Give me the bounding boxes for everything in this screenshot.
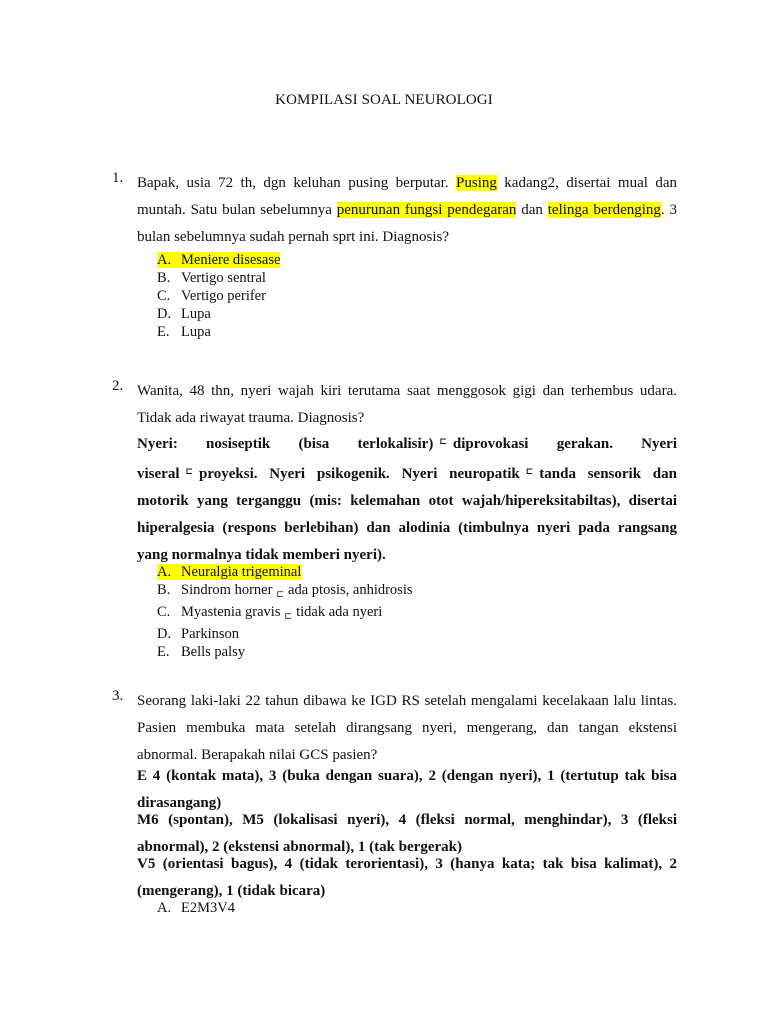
option-text: Vertigo sentral bbox=[181, 270, 266, 286]
option-b bbox=[157, 269, 677, 287]
option-a bbox=[157, 251, 677, 269]
question-text bbox=[137, 170, 677, 251]
answer-options bbox=[157, 251, 677, 341]
option-text: Lupa bbox=[181, 324, 211, 340]
question-number: 1. bbox=[112, 170, 124, 186]
arrow-symbol: ⊏ bbox=[284, 611, 293, 621]
question-text: Wanita, 48 thn, nyeri wajah kiri terutama saat menggosok gigi dan terhembus udara. Tidak ada riwayat trauma. Diagnosis? bbox=[137, 383, 677, 426]
answer-options bbox=[157, 563, 677, 661]
text-run: Nyeri: nosiseptik (bisa terlokalisir) bbox=[137, 436, 434, 452]
question-number: 2. bbox=[112, 378, 124, 394]
text-run: . 3 bulan sebelumnya sudah pernah sprt ini. Diagnosis? bbox=[137, 202, 678, 245]
option-a bbox=[157, 563, 677, 581]
text-run: diprovokasi gerakan. Nyeri viseral bbox=[137, 436, 677, 482]
option-text: Vertigo perifer bbox=[181, 288, 266, 304]
option-letter: B. bbox=[157, 582, 171, 598]
option-text: Meniere disesase bbox=[181, 252, 281, 268]
gcs-motor-text: M6 (spontan), M5 (lokalisasi nyeri), 4 (fleksi normal, menghindar), 3 (fleksi abnormal), 2 (ekstensi abnormal), 1 (tak bergerak) bbox=[137, 812, 677, 855]
option-letter: C. bbox=[157, 288, 171, 304]
question-2 bbox=[113, 378, 677, 661]
option-text: Lupa bbox=[181, 306, 211, 322]
option-letter: C. bbox=[157, 604, 171, 620]
option-text: Myastenia gravis bbox=[181, 604, 281, 620]
text-run: proyeksi. Nyeri psikogenik. Nyeri neuropatik bbox=[199, 466, 520, 482]
gcs-verbal-text: V5 (orientasi bagus), 4 (tidak terorientasi), 3 (hanya kata; tak bisa kalimat), 2 (mengerang), 1 (tidak bicara) bbox=[137, 856, 677, 899]
question-3 bbox=[113, 688, 677, 917]
option-letter: D. bbox=[157, 626, 172, 642]
option-letter: E. bbox=[157, 324, 170, 340]
text-run: tanda sensorik dan motorik yang terganggu (mis: kelemahan otot wajah/hipereksitabiltas), disertai hiperalgesia (respons berlebihan) dan alodinia (timbulnya nyeri pada rangsang yang normalnya tidak memberi nyeri). bbox=[137, 466, 677, 563]
option-text: tidak ada nyeri bbox=[296, 604, 383, 620]
option-c bbox=[157, 603, 677, 625]
option-d bbox=[157, 305, 677, 323]
option-e bbox=[157, 643, 677, 661]
option-text: Parkinson bbox=[181, 626, 239, 642]
option-letter: D. bbox=[157, 306, 172, 322]
question-number: 3. bbox=[112, 688, 124, 704]
document-title: KOMPILASI SOAL NEUROLOGI bbox=[275, 92, 493, 108]
highlighted-text: Pusing bbox=[456, 175, 497, 191]
gcs-eye-text: E 4 (kontak mata), 3 (buka dengan suara), 2 (dengan nyeri), 1 (tertutup tak bisa dirasangang) bbox=[137, 768, 677, 811]
option-b bbox=[157, 581, 677, 603]
option-e bbox=[157, 323, 677, 341]
option-letter: B. bbox=[157, 270, 171, 286]
option-letter: A. bbox=[157, 564, 172, 580]
highlighted-text: penurunan fungsi pendegaran bbox=[336, 202, 517, 218]
option-text: Sindrom horner bbox=[181, 582, 273, 598]
option-letter: A. bbox=[157, 252, 172, 268]
arrow-symbol: ⊏ bbox=[276, 589, 285, 599]
option-letter: A. bbox=[157, 900, 172, 916]
option-text: ada ptosis, anhidrosis bbox=[288, 582, 413, 598]
question-text: Seorang laki-laki 22 tahun dibawa ke IGD RS setelah mengalami kecelakaan lalu lintas. Pasien membuka mata setelah dirangsang nyeri, mengerang, dan tangan ekstensi abnormal. Berapakah nilai GCS pasien? bbox=[137, 693, 677, 763]
text-run: Bapak, usia 72 th, dgn keluhan pusing berputar. bbox=[137, 175, 457, 191]
option-text: Bells palsy bbox=[181, 644, 246, 660]
option-d bbox=[157, 625, 677, 643]
text-run: kadang2, disertai mual dan muntah. Satu bulan sebelumnya bbox=[137, 175, 677, 218]
option-c bbox=[157, 287, 677, 305]
option-text: E2M3V4 bbox=[181, 900, 235, 916]
question-1 bbox=[113, 170, 677, 341]
text-run: dan bbox=[516, 202, 548, 218]
option-letter: E. bbox=[157, 644, 170, 660]
highlighted-text: telinga berdenging bbox=[547, 202, 661, 218]
arrow-symbol: ⊏ bbox=[439, 436, 447, 446]
arrow-symbol: ⊏ bbox=[185, 466, 194, 476]
arrow-symbol: ⊏ bbox=[525, 466, 534, 476]
option-text: Neuralgia trigeminal bbox=[181, 564, 302, 580]
explanation-text bbox=[137, 428, 677, 569]
